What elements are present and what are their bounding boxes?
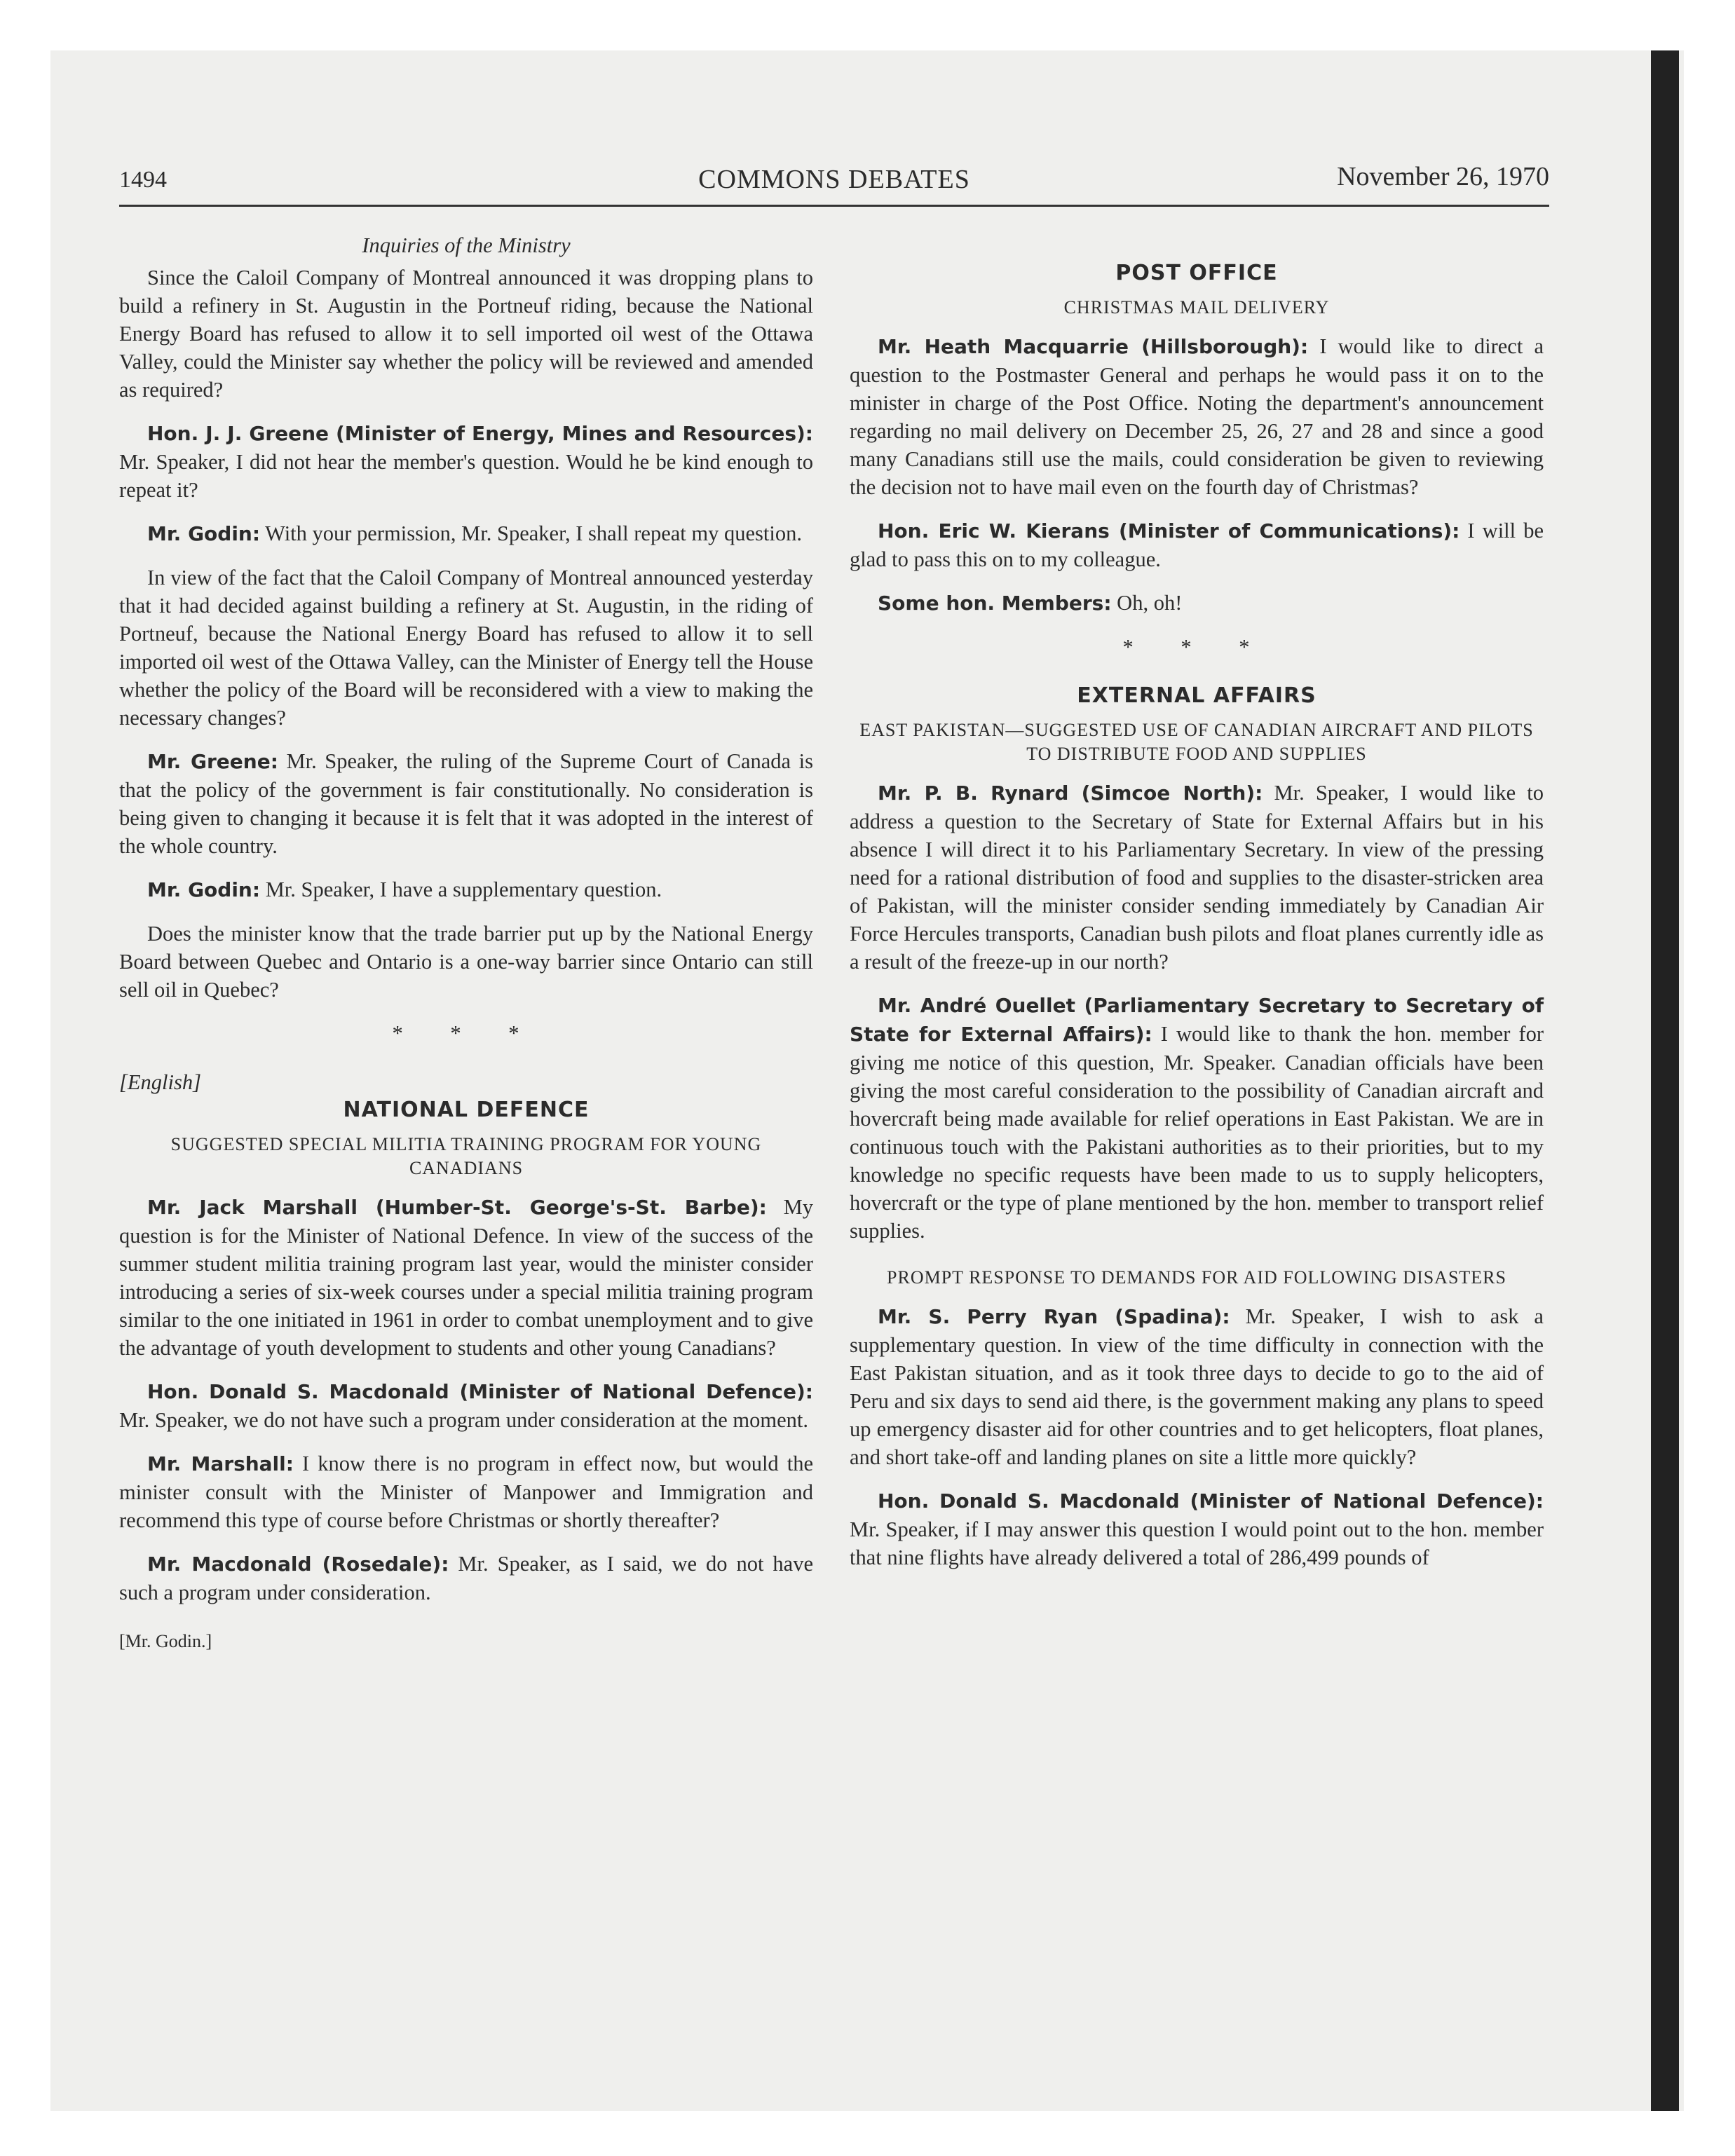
section-heading: POST OFFICE	[1115, 261, 1278, 285]
speech-text: I know there is no program in effect now, but would the minister consult with the Minister of Manpower and Immigration and recommend this type of course before Christmas or shortly thereafter?	[119, 1452, 813, 1532]
speech-text: Mr. Speaker, I wish to ask a supplementary question. In view of the time difficulty in connection with the East Pakistan situation, and as it took three days to decide to go to the aid of Peru and six days to send aid there, is the government making any plans to speed up emergency disaster aid for other countries and to get helicopters, float planes, and short take-off and landing planes on site a little more quickly?	[850, 1304, 1544, 1469]
paragraph	[850, 1487, 1544, 1571]
section-separator: * * *	[1122, 635, 1271, 659]
paragraph	[850, 589, 1544, 618]
speaker-name: Mr. Macdonald (Rosedale):	[147, 1553, 449, 1576]
paragraph	[119, 875, 813, 904]
speaker-name: Mr. Greene:	[147, 750, 278, 773]
left-column	[119, 231, 813, 1656]
speech-text: Mr. Speaker, as I said, we do not have such a program under consideration.	[119, 1552, 813, 1604]
section-separator: * * *	[392, 1021, 540, 1045]
paragraph: Since the Caloil Company of Montreal announced it was dropping plans to build a refinery in St. Augustin in the Portneuf riding, because the National Energy Board has refused to allow it to sell imported oil west of the Ottawa Valley, could the Minister say whether the policy will be reviewed and amended as required?	[119, 266, 813, 402]
footer-note: [Mr. Godin.]	[119, 1631, 212, 1651]
speech-text: Mr. Speaker, if I may answer this question I would point out to the hon. member that nine flights have already delivered a total of 286,499 pounds of	[850, 1517, 1544, 1569]
speaker-name: Hon. Donald S. Macdonald (Minister of National Defence):	[878, 1489, 1544, 1513]
inquiries-heading: Inquiries of the Ministry	[362, 233, 571, 257]
paragraph	[850, 1302, 1544, 1471]
subsection-heading: SUGGESTED SPECIAL MILITIA TRAINING PROGRAM FOR YOUNG CANADIANS	[170, 1134, 762, 1178]
paragraph	[119, 1550, 813, 1606]
speech-text: Mr. Speaker, I would like to address a question to the Secretary of State for External Affairs but in his absence I will direct it to his Parliamentary Secretary. In view of the pressing need for a rational distribution of food and supplies to the disaster-stricken area of Pakistan, will the minister consider sending immediately by Canadian Air Force Hercules transports, Canadian bush pilots and float planes currently idle as a result of the freeze-up in our north?	[850, 781, 1544, 974]
publication-title: COMMONS DEBATES	[698, 165, 970, 194]
speech-text: My question is for the Minister of National Defence. In view of the success of the summer student militia training program last year, would the minister consider introducing a series of six-week courses under a special militia training program similar to the one initiated in 1961 in order to combat unemployment and to give the advantage of youth development to students and other young Canadians?	[119, 1195, 813, 1360]
paragraph: In view of the fact that the Caloil Company of Montreal announced yesterday that it had decided against building a refinery at St. Augustin, in the riding of Portneuf, because the National Energy Board has refused to allow it to sell imported oil west of the Ottawa Valley, can the Minister of Energy tell the House whether the policy of the Board will be reconsidered with a view to making the necessary changes?	[119, 566, 813, 730]
speech-text: I would like to thank the hon. member for giving me notice of this question, Mr. Speaker. Canadian officials have been giving the most careful consideration to the possibility of Canadian aircraft and hovercraft being made available for relief operations in East Pakistan. We are in continuous touch with the Pakistani authorities as to their priorities, but to my knowledge no specific requests have been made to us to supply helicopters, hovercraft or the type of plane mentioned by the hon. member to transport relief supplies.	[850, 1022, 1544, 1243]
speech-text: I will be glad to pass this on to my colleague.	[850, 519, 1544, 571]
speaker-name: Mr. Jack Marshall (Humber-St. George's-St. Barbe):	[147, 1196, 767, 1219]
speaker-name: Mr. Heath Macquarrie (Hillsborough):	[878, 335, 1309, 358]
paragraph	[850, 991, 1544, 1245]
speaker-name: Some hon. Members:	[878, 592, 1112, 615]
speech-text: Mr. Speaker, I did not hear the member's question. Would he be kind enough to repeat it?	[119, 450, 813, 502]
paragraph	[119, 747, 813, 860]
speaker-name: Hon. J. J. Greene (Minister of Energy, Mines and Resources):	[147, 422, 813, 445]
paragraph	[119, 1377, 813, 1434]
paragraph: Does the minister know that the trade barrier put up by the National Energy Board between Quebec and Ontario is a one-way barrier since Ontario can still sell oil in Quebec?	[119, 922, 813, 1002]
language-marker: [English]	[119, 1070, 201, 1094]
speaker-name: Mr. S. Perry Ryan (Spadina):	[878, 1305, 1230, 1328]
speaker-name: Hon. Donald S. Macdonald (Minister of National Defence):	[147, 1380, 813, 1403]
right-column	[850, 231, 1544, 1587]
paragraph	[119, 419, 813, 504]
section-heading: NATIONAL DEFENCE	[343, 1098, 590, 1122]
header-rule	[119, 205, 1549, 207]
speech-text: Mr. Speaker, I have a supplementary question.	[260, 878, 662, 901]
speaker-name: Mr. Godin:	[147, 878, 261, 901]
paragraph	[850, 517, 1544, 573]
speech-text: With your permission, Mr. Speaker, I shall repeat my question.	[260, 521, 802, 545]
section-heading: EXTERNAL AFFAIRS	[1077, 683, 1316, 708]
speech-text: Mr. Speaker, we do not have such a program under consideration at the moment.	[119, 1408, 808, 1432]
paragraph	[119, 519, 813, 548]
speech-text: I would like to direct a question to the Postmaster General and perhaps he would pass it on to the minister in charge of the Post Office. Noting the department's announcement regarding no mail delivery on December 25, 26, 27 and 28 and since a good many Canadians still use the mails, could consideration be given to reviewing the decision not to have mail even on the fourth day of Christmas?	[850, 334, 1544, 499]
subsection-heading: PROMPT RESPONSE TO DEMANDS FOR AID FOLLOWING DISASTERS	[887, 1267, 1506, 1288]
paragraph	[850, 779, 1544, 976]
subsection-heading: CHRISTMAS MAIL DELIVERY	[1063, 297, 1330, 318]
paragraph	[119, 1193, 813, 1362]
paragraph	[850, 332, 1544, 501]
page-header	[119, 161, 1549, 203]
speaker-name: Mr. P. B. Rynard (Simcoe North):	[878, 782, 1263, 805]
speech-text: Oh, oh!	[1111, 591, 1183, 615]
speaker-name: Mr. Marshall:	[147, 1452, 294, 1475]
page-number: 1494	[119, 167, 167, 193]
speech-text: Mr. Speaker, the ruling of the Supreme Court of Canada is that the policy of the government is fair constitutionally. No consideration is being given to changing it because it is felt that it was adopted in the interest of the whole country.	[119, 749, 814, 858]
scan-edge	[1651, 50, 1679, 2111]
paragraph	[119, 1449, 813, 1534]
subsection-heading: EAST PAKISTAN—SUGGESTED USE OF CANADIAN AIRCRAFT AND PILOTS TO DISTRIBUTE FOOD AND SUPPLIES	[859, 720, 1534, 764]
speaker-name: Mr. Godin:	[147, 522, 261, 545]
speaker-name: Hon. Eric W. Kierans (Minister of Communications):	[878, 519, 1460, 543]
speaker-name: Mr. André Ouellet (Parliamentary Secretary to Secretary of State for External Affairs):	[850, 994, 1544, 1046]
publication-date: November 26, 1970	[1337, 162, 1549, 191]
